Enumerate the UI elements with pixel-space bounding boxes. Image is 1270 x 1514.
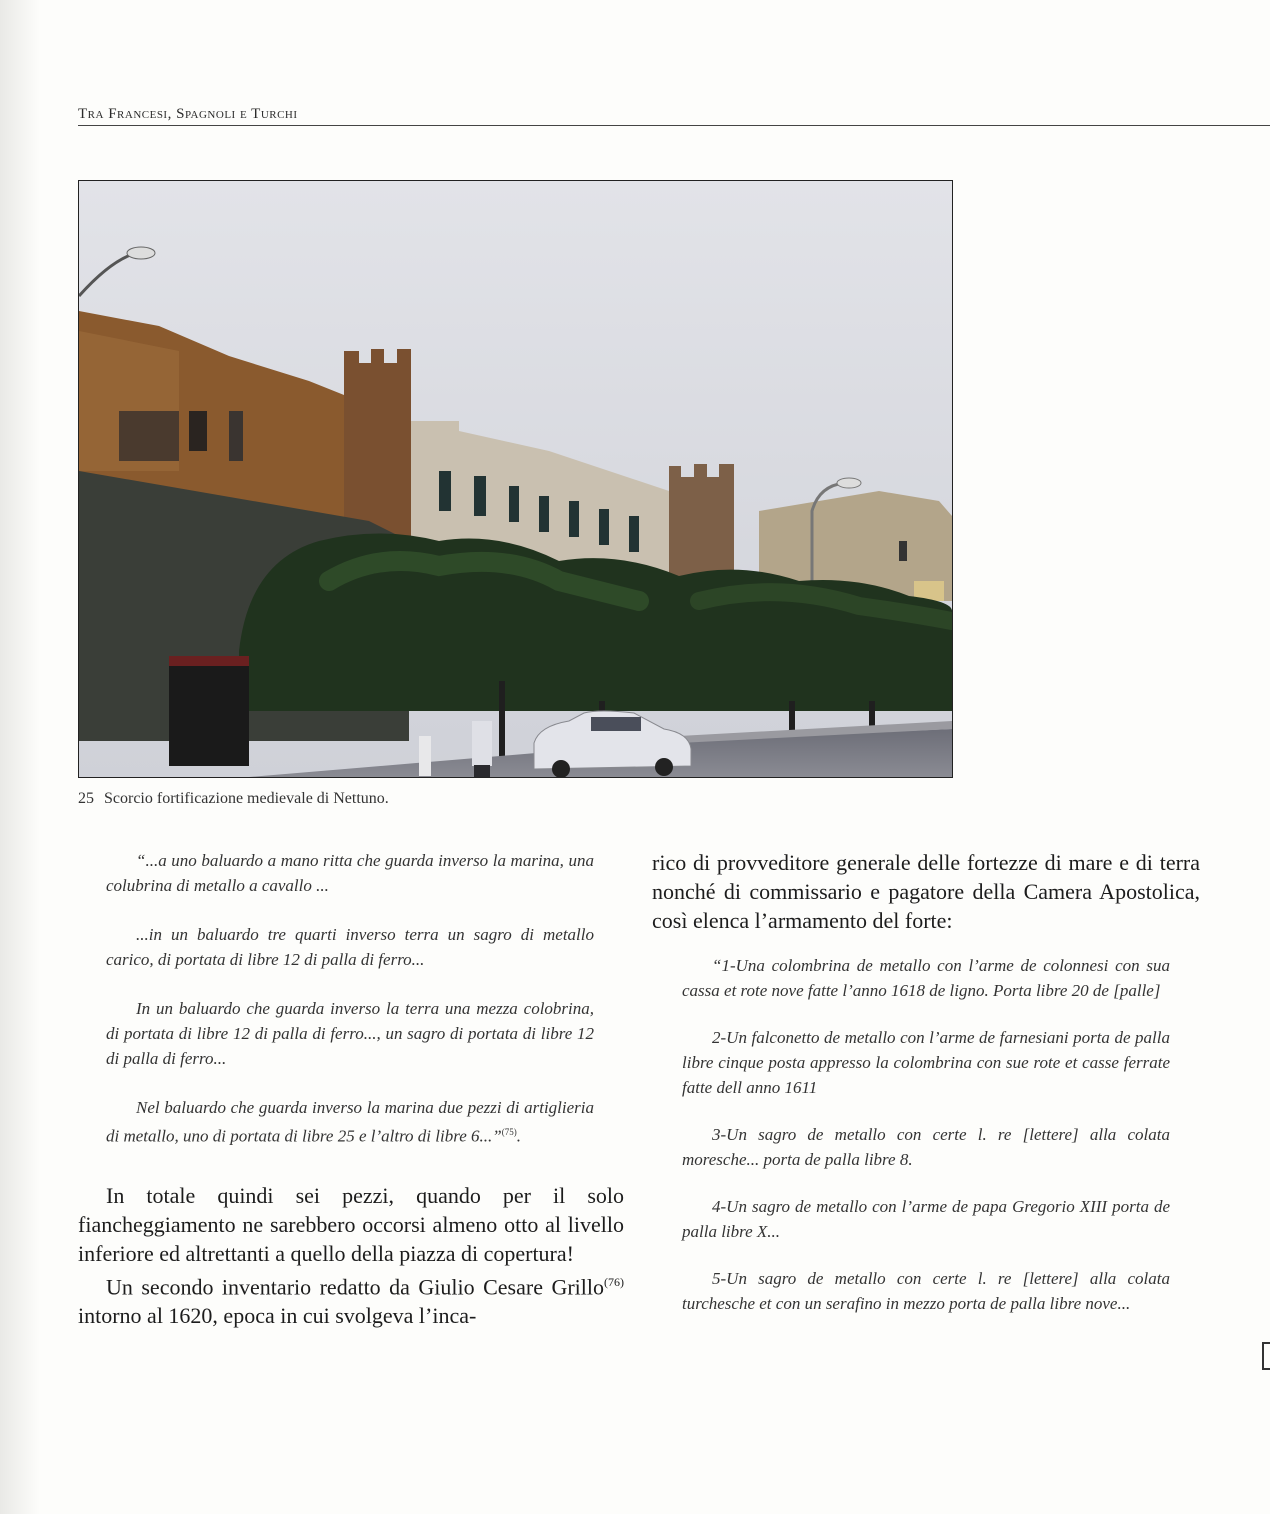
paragraph-inventory-start: Un secondo inventario redatto da Giulio Cesare Grillo: [106, 1273, 604, 1299]
paragraph-total: In totale quindi sei pezzi, quando per il solo fiancheggiamento ne sarebbero occorsi almeno otto al livello inferiore ed altrettanti a quello della piazza di copertura!: [78, 1182, 624, 1266]
inventory-item-4: 4-Un sagro de metallo con l’arme de papa Gregorio XIII porta de palla libre X...: [682, 1197, 1170, 1241]
paragraph-inventory-end: intorno al 1620, epoca in cui svolgeva l’inca-: [78, 1302, 477, 1328]
quote-3: In un baluardo che guarda inverso la terra una mezza colobrina, di portata di libre 12 di palla di ferro..., un sagro di portata di libre 12 di palla di ferro...: [106, 999, 594, 1068]
paragraph-continuation: rico di provveditore generale delle fortezze di mare e di terra nonché di commissario e pagatore della Camera Apostolica, così elenca l’armamento del forte:: [652, 850, 1200, 933]
quote-4-text: Nel baluardo che guarda inverso la marina due pezzi di artiglieria di metallo, uno di portata di libre 25 e l’altro di libre 6...”: [106, 1098, 594, 1146]
inventory-item-3: 3-Un sagro de metallo con certe l. re [lettere] alla colata moresche... porta de palla libre 8.: [682, 1125, 1170, 1169]
quote-1: “...a uno baluardo a mano ritta che guarda inverso la marina, una colubrina di metallo a cavallo ...: [106, 851, 594, 895]
figure-number: 25: [78, 790, 94, 807]
left-column: [78, 848, 624, 1330]
quote-4: Nel baluardo che guarda inverso la marina due pezzi di artiglieria di metallo, uno di portata di libre 25 e l’altro di libre 6...”$^{(75)}$.: [106, 1098, 594, 1146]
paragraph-inventory: [78, 1268, 624, 1330]
figure-caption-text: Scorcio fortificazione medievale di Nettuno.: [104, 790, 389, 807]
right-column: [652, 848, 1200, 1338]
quote-2: ...in un baluardo tre quarti inverso terra un sagro di metallo carico, di portata di libre 12 di palla di ferro...: [106, 925, 594, 969]
figure-caption: [78, 790, 389, 808]
page-gutter-shadow: [0, 0, 40, 1514]
inventory-item-5: 5-Un sagro de metallo con certe l. re [lettere] alla colata turchesche et con un serafino in mezzo porta de palla libre nove...: [682, 1269, 1170, 1313]
inventory-item-1: “1-Una colombrina de metallo con l’arme de colonnesi con sua cassa et rote nove fatte l’anno 1618 de ligno. Porta libre 20 de [palle]: [682, 956, 1170, 1000]
footnote-ref-76: (76): [604, 1274, 624, 1289]
inventory-item-2: 2-Un falconetto de metallo con l’arme de farnesiani porta de palla libre cinque posta appresso la colombrina con sue rote et casse ferrate fatte dell anno 1611: [682, 1028, 1170, 1097]
header-rule: [78, 125, 1270, 126]
figure-photo: [78, 180, 953, 778]
footnote-ref-75: (75): [501, 1127, 517, 1137]
margin-bracket: [1262, 1342, 1270, 1370]
running-head: Tra Francesi, Spagnoli e Turchi: [78, 106, 298, 122]
